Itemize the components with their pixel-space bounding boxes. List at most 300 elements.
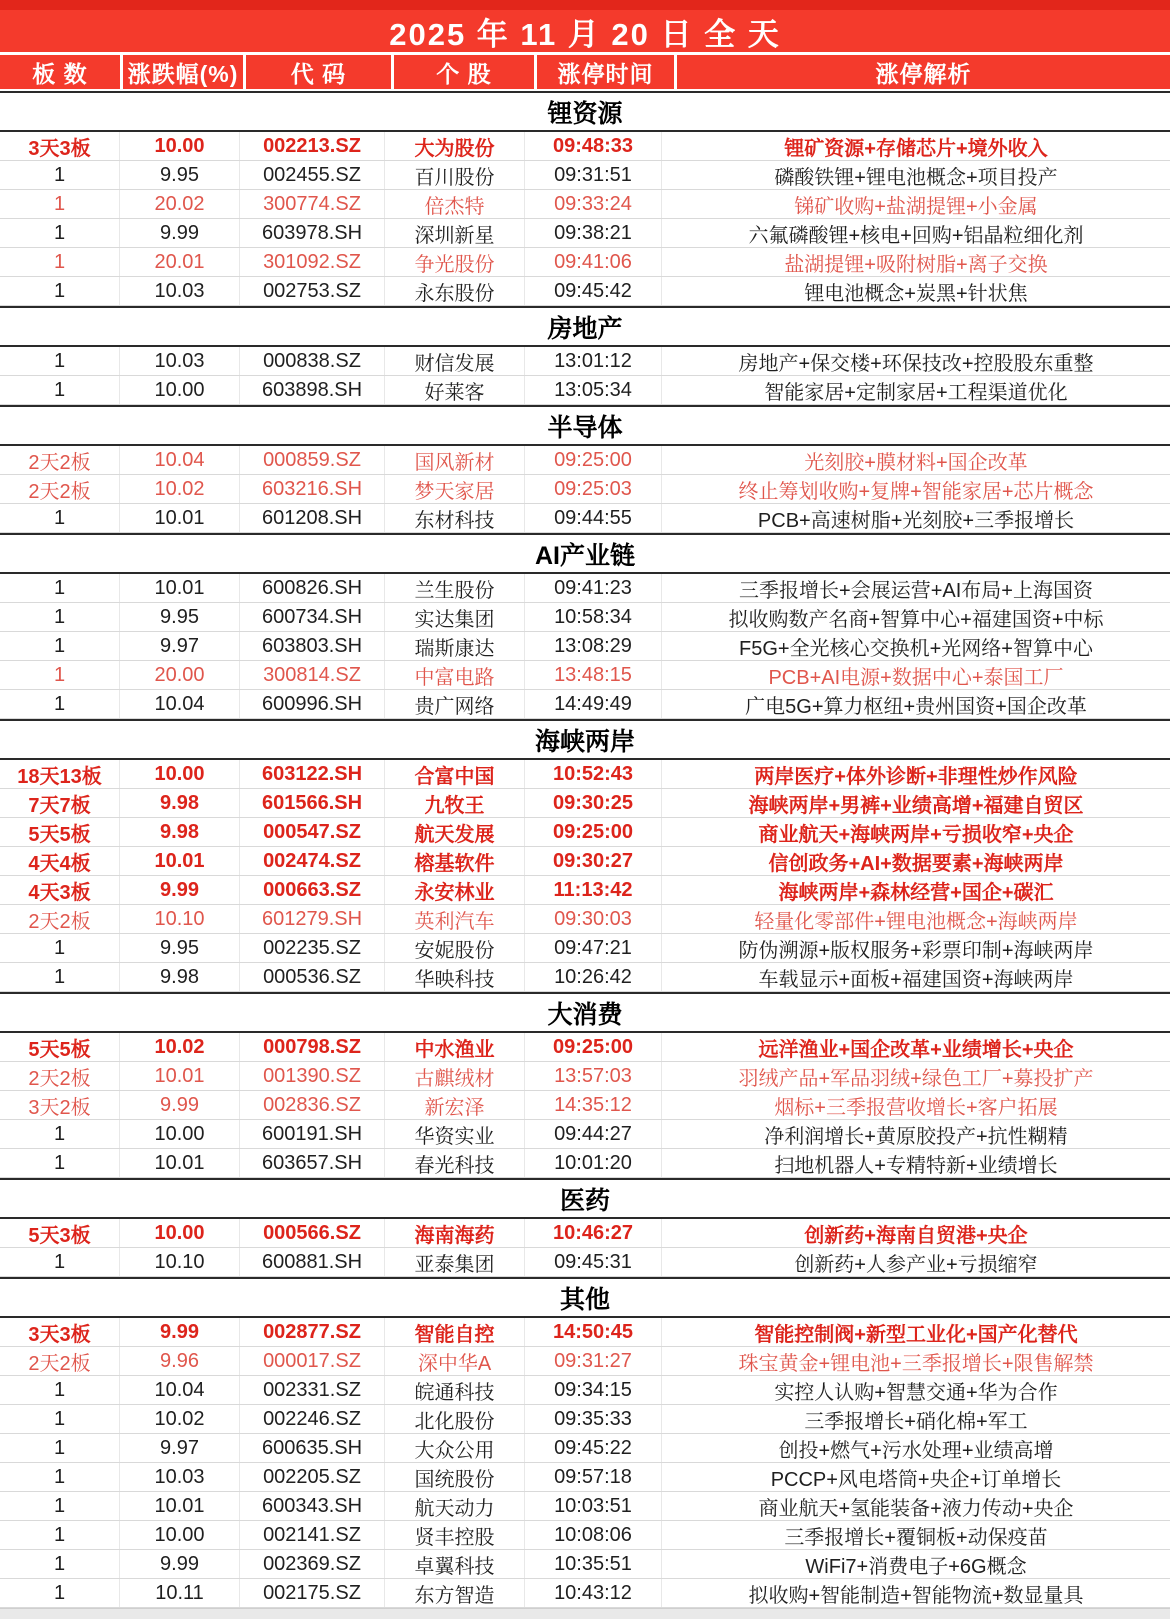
cell-stock: 航天发展 [385, 818, 525, 846]
cell-analysis: 创新药+人参产业+亏损缩窄 [794, 1253, 1038, 1276]
table-row [0, 1492, 1170, 1521]
cell-stock: 英利汽车 [385, 905, 525, 933]
cell-analysis: 三季报增长+硝化棉+军工 [804, 1410, 1028, 1433]
cell-time: 13:01:12 [525, 347, 662, 375]
cell-code: 600191.SH [240, 1120, 385, 1148]
cell-pct: 10.00 [120, 1219, 240, 1247]
table-row [0, 574, 1170, 603]
cell-time: 13:08:29 [525, 632, 662, 660]
cell-boards: 1 [0, 963, 120, 991]
cell-analysis: 扫地机器人+专精特新+业绩增长 [774, 1154, 1058, 1177]
cell-time: 10:35:51 [525, 1550, 662, 1578]
cell-stock: 争光股份 [385, 248, 525, 276]
column-header: 代 码 [246, 55, 391, 89]
cell-analysis: PCB+高速树脂+光刻胶+三季报增长 [757, 509, 1075, 532]
cell-code: 300814.SZ [240, 661, 385, 689]
cell-pct: 10.00 [120, 760, 240, 788]
cell-pct: 20.02 [120, 190, 240, 218]
table-row [0, 277, 1170, 306]
cell-stock: 深中华A [385, 1347, 525, 1375]
cell-stock: 海南海药 [385, 1219, 525, 1247]
section-header: 医药 [0, 1178, 1170, 1219]
table-row [0, 963, 1170, 992]
cell-analysis: 拟收购数产名商+智算中心+福建国资+中标 [728, 608, 1104, 631]
cell-analysis: 三季报增长+会展运营+AI布局+上海国资 [739, 579, 1093, 602]
table-row [0, 248, 1170, 277]
column-header: 涨停解析 [677, 55, 1170, 89]
cell-boards: 1 [0, 1376, 120, 1404]
cell-analysis: 拟收购+智能制造+智能物流+数显量具 [748, 1584, 1084, 1607]
cell-pct: 10.11 [120, 1579, 240, 1607]
cell-boards: 3天3板 [0, 1318, 120, 1346]
table-row [0, 690, 1170, 719]
cell-pct: 9.98 [120, 789, 240, 817]
cell-stock: 百川股份 [385, 161, 525, 189]
cell-code: 002753.SZ [240, 277, 385, 305]
cell-code: 601566.SH [240, 789, 385, 817]
cell-code: 600996.SH [240, 690, 385, 718]
cell-stock: 永东股份 [385, 277, 525, 305]
cell-boards: 1 [0, 1579, 120, 1607]
cell-stock: 智能自控 [385, 1318, 525, 1346]
section-header: 海峡两岸 [0, 719, 1170, 760]
cell-pct: 10.03 [120, 1463, 240, 1491]
cell-time: 09:44:27 [525, 1120, 662, 1148]
table-row [0, 1405, 1170, 1434]
cell-time: 10:43:12 [525, 1579, 662, 1607]
cell-analysis: 锂矿资源+存储芯片+境外收入 [784, 137, 1048, 160]
cell-stock: 华映科技 [385, 963, 525, 991]
table-row [0, 504, 1170, 533]
cell-code: 002235.SZ [240, 934, 385, 962]
table-row [0, 603, 1170, 632]
cell-code: 000663.SZ [240, 876, 385, 904]
cell-boards: 5天5板 [0, 818, 120, 846]
section-header: 锂资源 [0, 91, 1170, 132]
cell-stock: 安妮股份 [385, 934, 525, 962]
cell-stock: 亚泰集团 [385, 1248, 525, 1276]
cell-boards: 1 [0, 1248, 120, 1276]
cell-code: 002836.SZ [240, 1091, 385, 1119]
table-row [0, 760, 1170, 789]
cell-analysis: 锑矿收购+盐湖提锂+小金属 [794, 195, 1038, 218]
cell-pct: 10.03 [120, 277, 240, 305]
cell-pct: 9.99 [120, 219, 240, 247]
table-row [0, 876, 1170, 905]
section-header: 房地产 [0, 306, 1170, 347]
cell-code: 600635.SH [240, 1434, 385, 1462]
cell-time: 09:41:23 [525, 574, 662, 602]
cell-boards: 18天13板 [0, 760, 120, 788]
table-row [0, 347, 1170, 376]
cell-boards: 1 [0, 574, 120, 602]
cell-boards: 1 [0, 603, 120, 631]
cell-code: 002474.SZ [240, 847, 385, 875]
cell-analysis: 创投+燃气+污水处理+业绩高增 [778, 1439, 1054, 1462]
table-row [0, 1219, 1170, 1248]
cell-analysis: 六氟磷酸锂+核电+回购+铝晶粒细化剂 [748, 224, 1084, 247]
table-row [0, 1376, 1170, 1405]
cell-pct: 10.01 [120, 1492, 240, 1520]
cell-time: 09:45:42 [525, 277, 662, 305]
table-row [0, 818, 1170, 847]
cell-analysis: WiFi7+消费电子+6G概念 [805, 1555, 1027, 1578]
cell-analysis: 盐湖提锂+吸附树脂+离子交换 [784, 253, 1048, 276]
cell-boards: 2天2板 [0, 1062, 120, 1090]
cell-code: 600343.SH [240, 1492, 385, 1520]
cell-pct: 9.99 [120, 1318, 240, 1346]
table-row [0, 161, 1170, 190]
cell-pct: 9.95 [120, 934, 240, 962]
cell-code: 603898.SH [240, 376, 385, 404]
cell-boards: 1 [0, 277, 120, 305]
cell-analysis: 车载显示+面板+福建国资+海峡两岸 [758, 968, 1074, 991]
cell-boards: 1 [0, 1550, 120, 1578]
cell-code: 301092.SZ [240, 248, 385, 276]
cell-time: 14:35:12 [525, 1091, 662, 1119]
cell-code: 601279.SH [240, 905, 385, 933]
cell-pct: 9.99 [120, 1550, 240, 1578]
cell-boards: 1 [0, 1434, 120, 1462]
cell-time: 10:01:20 [525, 1149, 662, 1177]
cell-analysis: 锂电池概念+炭黑+针状焦 [804, 282, 1028, 305]
cell-stock: 好莱客 [385, 376, 525, 404]
table-row [0, 190, 1170, 219]
cell-analysis: PCB+AI电源+数据中心+泰国工厂 [768, 666, 1064, 689]
cell-code: 000536.SZ [240, 963, 385, 991]
cell-pct: 9.98 [120, 963, 240, 991]
table-row [0, 1521, 1170, 1550]
cell-pct: 20.01 [120, 248, 240, 276]
cell-boards: 1 [0, 1521, 120, 1549]
cell-pct: 10.02 [120, 1405, 240, 1433]
cell-stock: 倍杰特 [385, 190, 525, 218]
cell-boards: 1 [0, 1405, 120, 1433]
cell-stock: 实达集团 [385, 603, 525, 631]
cell-analysis: 商业航天+氢能装备+液力传动+央企 [758, 1497, 1074, 1520]
cell-stock: 财信发展 [385, 347, 525, 375]
table-row [0, 1149, 1170, 1178]
cell-pct: 9.98 [120, 818, 240, 846]
cell-code: 600734.SH [240, 603, 385, 631]
cell-time: 10:52:43 [525, 760, 662, 788]
cell-stock: 榕基软件 [385, 847, 525, 875]
cell-analysis: 珠宝黄金+锂电池+三季报增长+限售解禁 [738, 1352, 1094, 1375]
cell-stock: 九牧王 [385, 789, 525, 817]
cell-analysis: 羽绒产品+军品羽绒+绿色工厂+募投扩产 [738, 1067, 1094, 1090]
cell-pct: 10.02 [120, 1033, 240, 1061]
column-header: 个 股 [394, 55, 534, 89]
cell-stock: 兰生股份 [385, 574, 525, 602]
cell-pct: 10.01 [120, 574, 240, 602]
cell-code: 603978.SH [240, 219, 385, 247]
cell-time: 10:46:27 [525, 1219, 662, 1247]
cell-pct: 10.00 [120, 1521, 240, 1549]
cell-pct: 10.04 [120, 690, 240, 718]
table-row [0, 847, 1170, 876]
cell-stock: 中水渔业 [385, 1033, 525, 1061]
cell-analysis: F5G+全光核心交换机+光网络+智算中心 [739, 637, 1093, 660]
cell-boards: 3天3板 [0, 132, 120, 160]
cell-pct: 20.00 [120, 661, 240, 689]
table-row [0, 661, 1170, 690]
cell-boards: 4天4板 [0, 847, 120, 875]
cell-stock: 永安林业 [385, 876, 525, 904]
cell-boards: 1 [0, 376, 120, 404]
table-row [0, 1434, 1170, 1463]
cell-analysis: 海峡两岸+男裤+业绩高增+福建自贸区 [748, 794, 1084, 817]
table-body [0, 89, 1170, 1608]
cell-stock: 国统股份 [385, 1463, 525, 1491]
cell-time: 09:25:00 [525, 446, 662, 474]
cell-time: 09:31:51 [525, 161, 662, 189]
cell-analysis: 光刻胶+膜材料+国企改革 [804, 451, 1028, 474]
table-row [0, 446, 1170, 475]
cell-stock: 春光科技 [385, 1149, 525, 1177]
cell-time: 09:25:00 [525, 818, 662, 846]
cell-time: 09:35:33 [525, 1405, 662, 1433]
cell-pct: 10.01 [120, 504, 240, 532]
cell-stock: 合富中国 [385, 760, 525, 788]
cell-time: 13:57:03 [525, 1062, 662, 1090]
cell-time: 09:33:24 [525, 190, 662, 218]
table-row [0, 1550, 1170, 1579]
cell-time: 10:08:06 [525, 1521, 662, 1549]
cell-boards: 1 [0, 248, 120, 276]
cell-pct: 10.00 [120, 132, 240, 160]
section-header: 其他 [0, 1277, 1170, 1318]
cell-stock: 卓翼科技 [385, 1550, 525, 1578]
cell-time: 09:47:21 [525, 934, 662, 962]
cell-time: 09:30:03 [525, 905, 662, 933]
cell-pct: 10.10 [120, 1248, 240, 1276]
cell-pct: 10.10 [120, 905, 240, 933]
cell-boards: 1 [0, 690, 120, 718]
cell-code: 000017.SZ [240, 1347, 385, 1375]
cell-code: 002331.SZ [240, 1376, 385, 1404]
cell-stock: 航天动力 [385, 1492, 525, 1520]
cell-code: 000798.SZ [240, 1033, 385, 1061]
table-row [0, 934, 1170, 963]
cell-boards: 2天2板 [0, 905, 120, 933]
table-row [0, 1033, 1170, 1062]
cell-analysis: 实控人认购+智慧交通+华为合作 [774, 1381, 1058, 1404]
cell-pct: 9.99 [120, 876, 240, 904]
cell-boards: 5天3板 [0, 1219, 120, 1247]
section-header: 大消费 [0, 992, 1170, 1033]
cell-stock: 中富电路 [385, 661, 525, 689]
cell-code: 002213.SZ [240, 132, 385, 160]
cell-pct: 10.01 [120, 1149, 240, 1177]
cell-boards: 1 [0, 632, 120, 660]
cell-code: 002141.SZ [240, 1521, 385, 1549]
cell-pct: 10.01 [120, 847, 240, 875]
cell-time: 09:30:27 [525, 847, 662, 875]
cell-stock: 皖通科技 [385, 1376, 525, 1404]
cell-boards: 1 [0, 347, 120, 375]
cell-code: 603803.SH [240, 632, 385, 660]
cell-stock: 华资实业 [385, 1120, 525, 1148]
cell-pct: 10.00 [120, 376, 240, 404]
cell-analysis: 房地产+保交楼+环保技改+控股股东重整 [738, 352, 1094, 375]
cell-code: 601208.SH [240, 504, 385, 532]
cell-pct: 10.04 [120, 1376, 240, 1404]
table-row [0, 1463, 1170, 1492]
cell-pct: 10.01 [120, 1062, 240, 1090]
cell-code: 000859.SZ [240, 446, 385, 474]
cell-code: 002455.SZ [240, 161, 385, 189]
table-row [0, 1091, 1170, 1120]
cell-analysis: 净利润增长+黄原胶投产+抗性糊精 [764, 1125, 1068, 1148]
cell-pct: 10.00 [120, 1120, 240, 1148]
cell-time: 09:45:31 [525, 1248, 662, 1276]
cell-analysis: 广电5G+算力枢纽+贵州国资+国企改革 [745, 695, 1087, 718]
cell-time: 09:25:03 [525, 475, 662, 503]
cell-code: 603657.SH [240, 1149, 385, 1177]
cell-boards: 1 [0, 661, 120, 689]
cell-code: 000547.SZ [240, 818, 385, 846]
column-header: 涨停时间 [537, 55, 674, 89]
cell-code: 300774.SZ [240, 190, 385, 218]
cell-boards: 1 [0, 1120, 120, 1148]
cell-code: 600826.SH [240, 574, 385, 602]
cell-code: 002246.SZ [240, 1405, 385, 1433]
cell-boards: 2天2板 [0, 475, 120, 503]
table-row [0, 789, 1170, 818]
cell-time: 09:57:18 [525, 1463, 662, 1491]
cell-time: 09:31:27 [525, 1347, 662, 1375]
cell-stock: 深圳新星 [385, 219, 525, 247]
cell-stock: 古麒绒材 [385, 1062, 525, 1090]
cell-code: 001390.SZ [240, 1062, 385, 1090]
cell-analysis: 商业航天+海峡两岸+亏损收窄+央企 [758, 823, 1074, 846]
table-row [0, 632, 1170, 661]
cell-boards: 1 [0, 190, 120, 218]
cell-analysis: 信创政务+AI+数据要素+海峡两岸 [768, 852, 1064, 875]
bottom-strip [0, 1608, 1170, 1619]
cell-code: 000566.SZ [240, 1219, 385, 1247]
table-row [0, 475, 1170, 504]
table-row [0, 1318, 1170, 1347]
cell-time: 13:48:15 [525, 661, 662, 689]
cell-analysis: 海峡两岸+森林经营+国企+碳汇 [778, 881, 1054, 904]
table-row [0, 1248, 1170, 1277]
cell-time: 11:13:42 [525, 876, 662, 904]
cell-code: 000838.SZ [240, 347, 385, 375]
cell-time: 09:44:55 [525, 504, 662, 532]
section-header: AI产业链 [0, 533, 1170, 574]
cell-boards: 4天3板 [0, 876, 120, 904]
cell-stock: 北化股份 [385, 1405, 525, 1433]
cell-code: 002369.SZ [240, 1550, 385, 1578]
cell-boards: 2天2板 [0, 446, 120, 474]
table-row [0, 376, 1170, 405]
cell-analysis: 三季报增长+覆铜板+动保疫苗 [784, 1526, 1048, 1549]
cell-pct: 10.02 [120, 475, 240, 503]
cell-pct: 9.97 [120, 632, 240, 660]
cell-time: 14:49:49 [525, 690, 662, 718]
cell-analysis: 轻量化零部件+锂电池概念+海峡两岸 [754, 910, 1078, 933]
cell-boards: 1 [0, 1492, 120, 1520]
cell-code: 002175.SZ [240, 1579, 385, 1607]
cell-time: 09:48:33 [525, 132, 662, 160]
cell-stock: 梦天家居 [385, 475, 525, 503]
cell-boards: 1 [0, 504, 120, 532]
cell-stock: 国风新材 [385, 446, 525, 474]
cell-boards: 1 [0, 161, 120, 189]
table-row [0, 132, 1170, 161]
cell-code: 603216.SH [240, 475, 385, 503]
cell-pct: 9.95 [120, 161, 240, 189]
cell-stock: 贵广网络 [385, 690, 525, 718]
cell-boards: 3天2板 [0, 1091, 120, 1119]
cell-stock: 东方智造 [385, 1579, 525, 1607]
cell-stock: 东材科技 [385, 504, 525, 532]
cell-stock: 贤丰控股 [385, 1521, 525, 1549]
column-header: 板 数 [0, 55, 120, 89]
cell-analysis: 防伪溯源+版权服务+彩票印制+海峡两岸 [738, 939, 1094, 962]
cell-time: 09:41:06 [525, 248, 662, 276]
header-row [0, 55, 1170, 89]
cell-boards: 5天5板 [0, 1033, 120, 1061]
cell-time: 09:30:25 [525, 789, 662, 817]
cell-boards: 1 [0, 1149, 120, 1177]
cell-pct: 10.04 [120, 446, 240, 474]
cell-time: 09:38:21 [525, 219, 662, 247]
cell-code: 603122.SH [240, 760, 385, 788]
cell-time: 09:34:15 [525, 1376, 662, 1404]
table-row [0, 905, 1170, 934]
cell-analysis: 创新药+海南自贸港+央企 [804, 1224, 1028, 1247]
column-header: 涨跌幅(%) [123, 55, 243, 89]
cell-analysis: 磷酸铁锂+锂电池概念+项目投产 [774, 166, 1058, 189]
cell-time: 10:03:51 [525, 1492, 662, 1520]
cell-analysis: PCCP+风电塔筒+央企+订单增长 [770, 1468, 1062, 1491]
cell-analysis: 远洋渔业+国企改革+业绩增长+央企 [758, 1038, 1074, 1061]
cell-analysis: 智能家居+定制家居+工程渠道优化 [764, 381, 1068, 404]
cell-pct: 9.99 [120, 1091, 240, 1119]
table-row [0, 1120, 1170, 1149]
cell-pct: 9.97 [120, 1434, 240, 1462]
cell-time: 14:50:45 [525, 1318, 662, 1346]
cell-boards: 1 [0, 934, 120, 962]
cell-stock: 大为股份 [385, 132, 525, 160]
cell-analysis: 终止筹划收购+复牌+智能家居+芯片概念 [738, 480, 1094, 503]
cell-code: 002877.SZ [240, 1318, 385, 1346]
cell-analysis: 智能控制阀+新型工业化+国产化替代 [754, 1323, 1078, 1346]
section-header: 半导体 [0, 405, 1170, 446]
cell-code: 600881.SH [240, 1248, 385, 1276]
cell-stock: 大众公用 [385, 1434, 525, 1462]
cell-pct: 9.95 [120, 603, 240, 631]
cell-stock: 新宏泽 [385, 1091, 525, 1119]
cell-time: 09:45:22 [525, 1434, 662, 1462]
table-row [0, 1347, 1170, 1376]
cell-stock: 瑞斯康达 [385, 632, 525, 660]
table-row [0, 1579, 1170, 1608]
table-row [0, 1062, 1170, 1091]
cell-analysis: 两岸医疗+体外诊断+非理性炒作风险 [754, 765, 1078, 788]
cell-code: 002205.SZ [240, 1463, 385, 1491]
cell-pct: 10.03 [120, 347, 240, 375]
table-row [0, 219, 1170, 248]
cell-boards: 7天7板 [0, 789, 120, 817]
cell-time: 10:58:34 [525, 603, 662, 631]
cell-boards: 1 [0, 219, 120, 247]
page-title: 2025 年 11 月 20 日 全 天 [0, 10, 1170, 52]
cell-boards: 1 [0, 1463, 120, 1491]
cell-time: 13:05:34 [525, 376, 662, 404]
